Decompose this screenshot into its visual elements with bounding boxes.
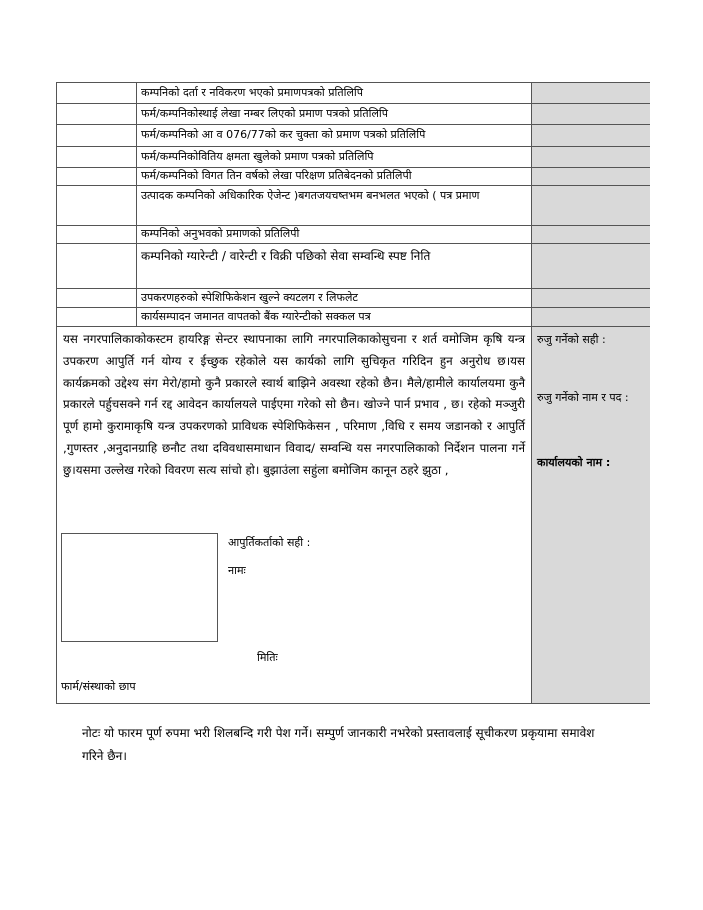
row-divider — [57, 185, 650, 186]
document-item: फर्म/कम्पनिकोस्थाई लेखा नम्बर लिएको प्रमाण पत्रको प्रतिलिपि — [141, 107, 389, 120]
document-item: फर्म/कम्पनिकोवितिय क्षमता खुलेको प्रमाण पत्रको प्रतिलिपि — [141, 150, 374, 163]
table-divider — [136, 83, 137, 326]
date-label: मितिः — [257, 651, 278, 664]
row-divider — [57, 326, 650, 327]
row-divider — [57, 103, 650, 104]
document-item: उपकरणहरुको स्पेशिफिकेशन खुल्ने क्यटलग र लिफलेट — [141, 291, 358, 304]
application-form-table — [56, 82, 650, 704]
stamp-label: फार्म/संस्थाको छाप — [61, 680, 136, 693]
document-item: उत्पादक कम्पनिको अधिकारिक ऐजेन्ट )बगतजयचष्तभम बनभलत भएको ( पत्र प्रमाण — [141, 189, 480, 202]
name-label: नामः — [228, 564, 246, 577]
document-item: फर्म/कम्पनिको आ व 076/77को कर चुक्ता को प्रमाण पत्रको प्रतिलिपि — [141, 128, 426, 141]
office-name-label: कार्यालयको नाम : — [537, 456, 611, 469]
row-divider — [57, 124, 650, 125]
document-item: कम्पनिको ग्यारेन्टी / वारेन्टी र विक्री पछिको सेवा सम्वन्धि स्पष्ट निति — [141, 249, 431, 263]
form-note: नोटः यो फारम पूर्ण रुपमा भरी शिलबन्दि गरी पेश गर्ने। सम्पुर्ण जानकारी नभरेको प्रस्तावलाई सूचीकरण प्रकृयामा समावेश गरिने छैन। — [82, 726, 595, 763]
verifier-signature-label: रुजु गर्नेको सही : — [537, 333, 606, 346]
declaration-text: यस नगरपालिकाकोकस्टम हायरिङ्ग सेन्टर स्थापनाका लागि नगरपालिकाकोसुचना र शर्त वमोजिम कृषि यन्त्र उपकरण आपुर्ति गर्न योग्य र ईच्छुक रहेकोले यस कार्यको लागि सुचिकृत गरिदिन हुन अनुरोध छ।यस कार्यक्रमको उद्देश्य संग मेरो/हामो कुनै प्रकारले स्वार्थ बाझिने अवस्था रहेको छैन। मैले/हामीले कार्यालयमा कुनै प्रकारले पर्हुचसक्ने गर्न रद्द आवेदन कार्यालयले पाईएमा गरेको सो छैन। खोज्ने पार्न प्रभाव , छ। रहेको मञ्जुरी पूर्ण हामो कुरामाकृषि यन्त्र उपकरणको प्राविधक स्पेशिफिकेसन , परिमाण ,विधि र समय जडानको र आपुर्ति ,गुणस्तर ,अनुदानग्राहि छनौट तथा दविवधासमाधान विवाद/ सम्वन्धि यस नगरपालिकाको निर्देशन पालना गर्ने छु।यसमा उल्लेख गरेको विवरण सत्य सांचो हो। बुझाउंला सहुंला बमोजिम कानून ठहरे झुठा , — [63, 332, 525, 477]
document-item: फर्म/कम्पनिको विगत तिन वर्षको लेखा परिक्षण प्रतिबेदनको प्रतिलिपी — [141, 169, 412, 182]
verifier-name-label: रुजु गर्नेको नाम र पद : — [537, 391, 629, 404]
row-divider — [57, 243, 650, 244]
document-item: कम्पनिको दर्ता र नविकरण भएको प्रमाणपत्रको प्रतिलिपि — [141, 86, 364, 99]
row-divider — [57, 146, 650, 147]
stamp-box — [61, 533, 218, 642]
document-item: कम्पनिको अनुभवको प्रमाणको प्रतिलिपी — [141, 227, 300, 240]
document-item: कार्यसम्पादन जमानत वापतको बैंक ग्यारेन्टीको सक्कल पत्र — [141, 310, 371, 323]
table-divider — [531, 83, 532, 703]
supplier-signature-label: आपुर्तिकर्ताको सही : — [228, 536, 311, 549]
